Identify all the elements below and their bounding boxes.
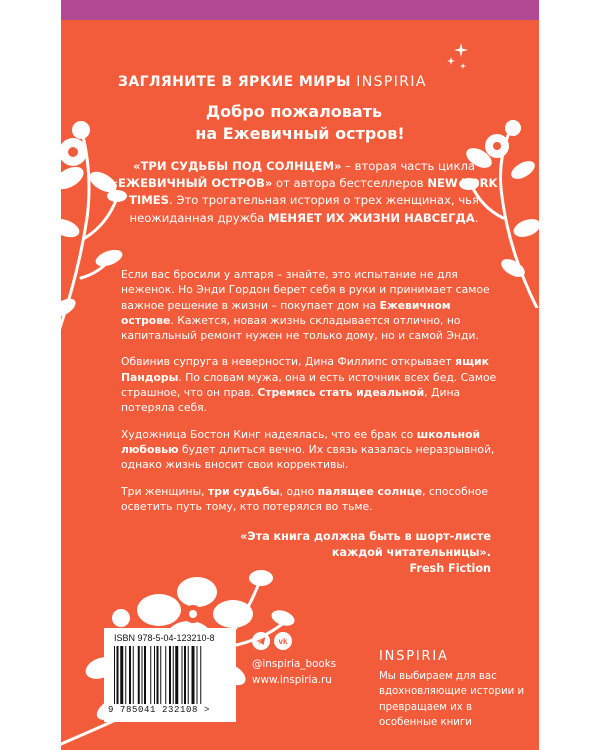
synopsis-paragraph-2	[121, 354, 501, 415]
text-run: Три женщины,	[121, 484, 208, 498]
emphasis-run: Ежевичном острове	[121, 298, 451, 327]
slogan-main: ЗАГЛЯНИТЕ В ЯРКИЕ МИРЫ	[118, 74, 351, 90]
headline-line-2: на Ежевичный остров!	[195, 124, 405, 143]
text-run: Художница Бостон Кинг надеялась, что ее брак со	[121, 427, 417, 441]
barcode-graphic	[112, 646, 230, 704]
lead-text-3: . Это трогательная история о трех женщинах, чья неожиданная дружба	[129, 193, 479, 225]
top-color-band	[61, 0, 539, 20]
quote-text: «Эта книга должна быть в шорт-листе каждой читательницы».	[240, 530, 491, 559]
isbn-digits: 9 785041 232108 >	[108, 705, 211, 715]
headline-line-1: Добро пожаловать	[205, 102, 383, 121]
social-handle: @inspiria_books	[252, 658, 337, 670]
text-run: Обвинив супруга в неверности, Дина Филлипс открывает	[121, 355, 456, 369]
lead-paragraph	[109, 158, 499, 227]
emphasis-run: три судьбы	[207, 484, 280, 498]
text-run: Если вас бросили у алтаря – знайте, это испытание не для неженок. Но Энди Гордон берет себя в руки и принимает самое важное решение в жизни – покупает дом на	[121, 268, 490, 312]
lead-series-title: «ЕЖЕВИЧНЫЙ ОСТРОВ»	[110, 176, 273, 191]
website-url: www.inspiria.ru	[252, 674, 332, 686]
quote-source: Fresh Fiction	[409, 562, 491, 575]
series-slogan	[118, 74, 427, 90]
lead-text-2: от автора бестселлеров	[272, 176, 428, 191]
emphasis-run: Стремясь стать идеальной	[257, 386, 425, 400]
lead-text-4: .	[474, 210, 479, 225]
lead-nyt: NEW YORK TIMES	[129, 176, 498, 208]
synopsis-paragraph-4	[121, 484, 501, 515]
lead-emphasis: МЕНЯЕТ ИХ ЖИЗНИ НАВСЕГДА	[267, 210, 475, 225]
synopsis-paragraph-3	[121, 427, 501, 473]
publisher-logo: INSPIRIA	[379, 649, 449, 664]
text-run: , Дина потеряла себя.	[121, 386, 461, 415]
text-run: . По словам мужа, она и есть источник всех бед. Самое страшное, что он прав.	[121, 370, 497, 400]
emphasis-run: ящик Пандоры	[121, 355, 489, 384]
text-run: . Кажется, новая жизнь складывается отлично, но капитальный ремонт нужен не только дому, но и самой Энди.	[121, 313, 479, 343]
isbn-label: ISBN 978-5-04-123210-8	[114, 633, 215, 643]
emphasis-run: палящее солнце	[317, 484, 423, 498]
svg-text:vk: vk	[278, 637, 288, 647]
text-run: , способное осветить путь тому, кто потерялся во тьме.	[121, 484, 489, 513]
sparkle-icon	[445, 42, 471, 72]
isbn-barcode-block	[104, 628, 236, 722]
slogan-brand: INSPIRIA	[356, 74, 427, 90]
flower-illustration-left	[61, 118, 129, 348]
text-run: будет длиться вечно. Их связь казалась неразрывной, однако жизнь вносит свои коррективы.	[121, 442, 495, 472]
vk-icon	[274, 632, 292, 650]
book-headline	[61, 101, 539, 145]
text-run: , одно	[279, 484, 318, 498]
emphasis-run: школьной любовью	[121, 427, 481, 456]
publisher-description: Мы выбираем для вас вдохновляющие истории и превращаем их в особенные книги	[379, 671, 525, 729]
lead-text-1: – вторая часть цикла	[341, 159, 475, 173]
telegram-icon	[252, 632, 270, 650]
synopsis-paragraph-1	[121, 267, 501, 343]
synopsis	[121, 267, 501, 525]
lead-book-title: «ТРИ СУДЬБЫ ПОД СОЛНЦЕМ»	[133, 159, 342, 173]
book-back-cover	[61, 0, 539, 750]
review-quote	[221, 529, 491, 577]
